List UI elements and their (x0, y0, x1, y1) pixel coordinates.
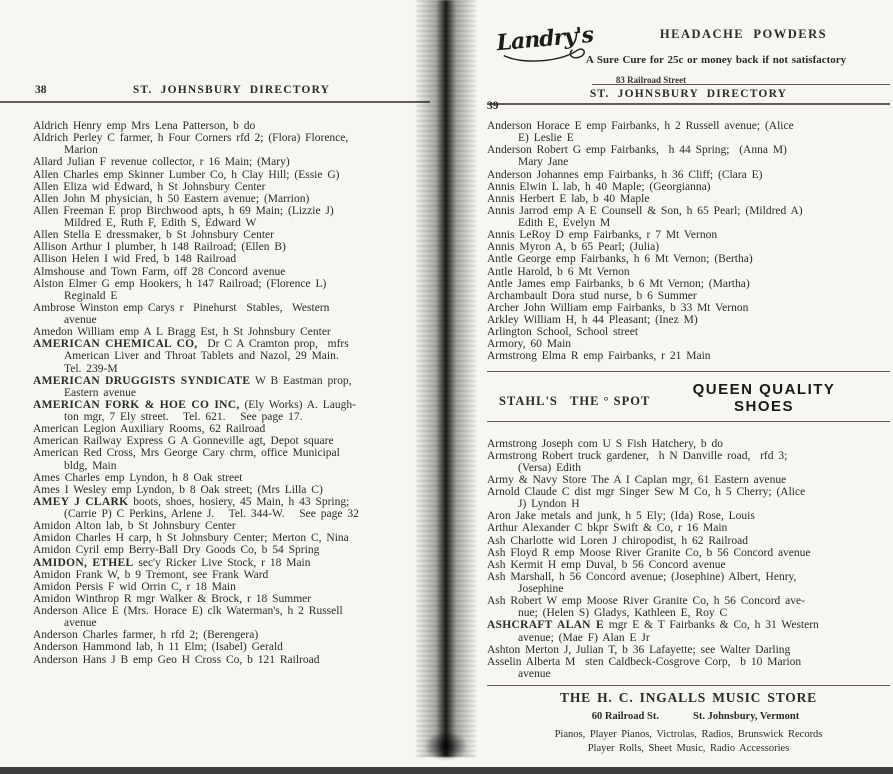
page-39-header (487, 88, 890, 112)
directory-entry-line: Ash Robert W emp Moose River Granite Co, h 56 Concord ave- (487, 595, 805, 608)
page-number: 38 (35, 84, 47, 96)
directory-entry-line: ASHCRAFT ALAN E mgr E & T Fairbanks & Co, h 31 Western (487, 619, 819, 632)
directory-entry-line: Arkley William H, h 44 Pleasant; (Inez M) (487, 314, 698, 326)
directory-entry-line: (Carrie P) C Perkins, Arlene J. Tel. 344-W. See page 32 (64, 508, 359, 520)
directory-entry-line: Ash Floyd R emp Moose River Granite Co, b 56 Concord avenue (487, 546, 811, 559)
scan-edge-bar (0, 767, 893, 774)
ingalls-ad (487, 690, 890, 754)
directory-entry-line: nue; (Helen S) Gladys, Kathleen E, Roy C (518, 607, 728, 620)
running-title: ST. JOHNSBURY DIRECTORY (132, 84, 331, 96)
directory-entry-line: Josephine (518, 583, 564, 595)
directory-entry-line: Anderson Horace E emp Fairbanks, h 2 Russell avenue; (Alice (487, 120, 794, 132)
landrys-logo-text: Landry's (495, 21, 594, 57)
directory-entry-line: (Versa) Edith (518, 461, 581, 474)
directory-entry-line: Armstrong Elma R emp Fairbanks, r 21 Main (487, 350, 711, 363)
directory-entry-line: Allen Freeman E prop Birchwood apts, h 69 Main; (Lizzie J) (33, 204, 334, 217)
queen-quality-text (664, 381, 864, 415)
directory-entries-left (33, 120, 430, 666)
directory-entry-line: Ash Marshall, h 56 Concord avenue; (Josephine) Albert, Henry, (487, 570, 797, 583)
directory-entry-line: AMIDON, ETHEL sec'y Ricker Live Stock, r 18 Main (33, 556, 311, 569)
directory-entry-line: Amidon Winthrop R mgr Walker & Brock, r 18 Summer (33, 592, 312, 605)
directory-entry-line: Allen Stella E dressmaker, b St Johnsbury Center (33, 229, 274, 242)
directory-entry-line: Annis Myron A, b 65 Pearl; (Julia) (487, 241, 660, 254)
directory-entry-line: Arnold Claude C dist mgr Singer Sew M Co, h 5 Cherry; (Alice (487, 486, 806, 498)
directory-entry-line: Amidon Cyril emp Berry-Ball Dry Goods Co, b 54 Spring (33, 544, 320, 557)
directory-entry-line: Armstrong Joseph com U S Fish Hatchery, b do (487, 437, 723, 450)
directory-entry-line: Amidon Charles H carp, h St Johnsbury Center; Merton C, Nina (33, 532, 349, 545)
directory-entry-line: J) Lyndon H (518, 498, 580, 511)
directory-entry-line: Tel. 239-M (64, 362, 118, 375)
directory-entry-line: Amidon Persis F wid Orrin C, r 18 Main (33, 580, 236, 593)
directory-entry-line: Allen Charles emp Skinner Lumber Co, h Clay Hill; (Essie G) (33, 168, 340, 181)
directory-entry-line: Ambrose Winston emp Carys r Pinehurst Stables, Western (33, 301, 330, 314)
directory-entry-line: Anderson Alice E (Mrs. Horace E) clk Waterman's, h 2 Russell (33, 605, 343, 617)
ad-address: 83 Railroad Street (615, 75, 687, 85)
directory-entry-line: Annis Elwin L lab, h 40 Maple; (Georgianna) (487, 180, 711, 193)
directory-entry-line: Antle Harold, b 6 Mt Vernon (487, 265, 630, 278)
directory-entry-line: Anderson Robert G emp Fairbanks, h 44 Spring; (Anna M) (487, 144, 787, 157)
ingalls-street: 60 Railroad St. (591, 711, 659, 722)
directory-entry-line: Armory, 60 Main (487, 338, 572, 351)
directory-entry-line: E) Leslie E (518, 132, 574, 145)
mid-ad-top-rule (487, 371, 890, 372)
directory-entry-line: Amedon William emp A L Bragg Est, h St Johnsbury Center (33, 326, 331, 339)
stahls-ad (487, 379, 890, 421)
directory-entry-line: Ames Charles emp Lyndon, h 8 Oak street (33, 471, 243, 484)
directory-entry-line: Allen Eliza wid Edward, h St Johnsbury Center (33, 180, 266, 193)
directory-entry-line: Reginald E (64, 289, 118, 302)
directory-entry-line: Ash Charlotte wid Loren J chiropodist, h 62 Railroad (487, 534, 748, 547)
directory-entry-line: Mary Jane (518, 156, 569, 169)
directory-entry-line: American Liver and Throat Tablets and Nazol, 29 Main. (64, 350, 339, 363)
ingalls-title: THE H. C. INGALLS MUSIC STORE (560, 690, 817, 705)
directory-entry-line: Allard Julian F revenue collector, r 16 Main; (Mary) (33, 156, 290, 169)
directory-entry-line: Armstrong Robert truck gardener, h N Danville road, rfd 3; (487, 449, 788, 462)
directory-entry-line: avenue (518, 667, 551, 680)
directory-entry-line: Archambault Dora stud nurse, b 6 Summer (487, 289, 697, 302)
directory-entry-line: Anderson Johannes emp Fairbanks, h 36 Cliff; (Clara E) (487, 168, 763, 181)
directory-entry-line: Annis LeRoy D emp Fairbanks, r 7 Mt Vernon (487, 229, 718, 242)
directory-entry-line: Mildred E, Ruth F, Edith S, Edward W (64, 217, 257, 229)
directory-entry-line: Amidon Alton lab, b St Johnsbury Center (33, 520, 236, 533)
bottom-ad-rule (487, 685, 890, 686)
header-rule (0, 101, 430, 103)
directory-entry-line: ton mgr, 7 Ely street. Tel. 621. See page 17. (64, 411, 303, 423)
directory-entry-line: AMERICAN CHEMICAL CO, Dr C A Cramton prop, mfrs (33, 338, 349, 351)
directory-entry-line: Anderson Hans J B emp Geo H Cross Co, b 121 Railroad (33, 653, 320, 666)
page-38 (33, 84, 430, 666)
directory-entry-line: Annis Jarrod emp A E Counsell & Son, h 65 Pearl; (Mildred A) (487, 204, 803, 217)
directory-entry-line: Allison Arthur I plumber, h 148 Railroad; (Ellen B) (33, 241, 286, 254)
directory-entry-line: Allison Helen I wid Fred, b 148 Railroad (33, 253, 237, 266)
directory-entries-right-top (487, 120, 890, 363)
directory-entry-line: Eastern avenue (64, 386, 136, 399)
directory-entry-line: avenue (64, 617, 97, 630)
directory-entry-line: avenue (64, 314, 97, 326)
directory-entry-line: Anderson Hammond lab, h 11 Elm; (Isabel) Gerald (33, 641, 283, 654)
directory-entry-line: avenue; (Mae F) Alan E Jr (518, 631, 650, 644)
directory-entry-line: Alston Elmer G emp Hookers, h 147 Railroad; (Florence L) (33, 277, 327, 290)
stahls-text: STAHL'S THE ° SPOT (499, 393, 651, 408)
mid-ad-bottom-rule (487, 421, 890, 422)
directory-entry-line: Annis Herbert E lab, b 40 Maple (487, 192, 650, 205)
directory-entry-line: AMEY J CLARK boots, shoes, hosiery, 45 Main, h 43 Spring; (33, 495, 350, 508)
directory-entry-line: American Legion Auxiliary Rooms, 62 Railroad (33, 423, 266, 436)
directory-entry-line: AMERICAN DRUGGISTS SYNDICATE W B Eastman prop, (33, 374, 352, 387)
book-gutter-shadow (416, 0, 476, 757)
directory-entry-line: Almshouse and Town Farm, off 28 Concord avenue (33, 265, 286, 278)
directory-entry-line: AMERICAN FORK & HOE CO INC, (Ely Works) A. Laugh- (33, 398, 356, 411)
directory-entry-line: Arlington School, School street (487, 326, 639, 339)
ingalls-city: St. Johnsbury, Vermont (693, 711, 800, 722)
ingalls-address-row (487, 711, 890, 722)
directory-entry-line: bldg, Main (64, 459, 117, 472)
running-title: ST. JOHNSBURY DIRECTORY (589, 88, 788, 100)
ingalls-goods-line1: Pianos, Player Pianos, Victrolas, Radios, Brunswick Records (554, 729, 823, 740)
directory-entry-line: Asselin Alberta M sten Caldbeck-Cosgrove Corp, b 10 Marion (487, 655, 802, 668)
directory-entry-line: Archer John William emp Fairbanks, b 33 Mt Vernon (487, 301, 749, 314)
queen-quality-line2: SHOES (733, 397, 794, 415)
directory-entry-line: Ames I Wesley emp Lyndon, b 8 Oak street; (Mrs Lilla C) (33, 483, 323, 496)
directory-entry-line: Arthur Alexander C bkpr Swift & Co, r 16 Main (487, 522, 728, 535)
directory-entries-right-bottom (487, 438, 890, 681)
directory-entry-line: Aldrich Perley C farmer, h Four Corners rfd 2; (Flora) Florence, (33, 132, 349, 145)
directory-entry-line: Ash Kermit H emp Duval, b 56 Concord avenue (487, 558, 726, 571)
landrys-ad (487, 18, 890, 84)
directory-entry-line: Army & Navy Store The A I Caplan mgr, 61 Eastern avenue (487, 473, 787, 486)
ad-subline: A Sure Cure for 25c or money back if not satisfactory (585, 54, 847, 66)
ad-headline: HEADACHE POWDERS (659, 27, 828, 41)
directory-entry-line: Allen John M physician, h 50 Eastern avenue; (Marrion) (33, 192, 310, 205)
ingalls-goods-line2: Player Rolls, Sheet Music, Radio Accessories (587, 743, 790, 754)
directory-entry-line: Anderson Charles farmer, h rfd 2; (Berengera) (33, 629, 259, 642)
page-38-header (33, 84, 430, 99)
directory-entry-line: Aldrich Henry emp Mrs Lena Patterson, b do (33, 120, 256, 132)
page-39 (487, 18, 890, 754)
directory-entry-line: Edith E, Evelyn M (518, 217, 611, 229)
directory-entry-line: Aron Jake metals and junk, h 5 Ely; (Ida) Rose, Louis (487, 510, 755, 523)
directory-entry-line: Antle James emp Fairbanks, b 6 Mt Vernon; (Martha) (487, 277, 750, 290)
directory-entry-line: Ashton Merton J, Julian T, b 36 Lafayette; see Walter Darling (487, 643, 791, 656)
directory-entry-line: American Railway Express G A Gonneville agt, Depot square (33, 435, 334, 448)
directory-entry-line: Antle George emp Fairbanks, h 6 Mt Vernon; (Bertha) (487, 253, 753, 266)
page-number: 39 (487, 100, 499, 112)
directory-entry-line: Amidon Frank W, b 9 Tremont, see Frank Ward (33, 568, 269, 581)
queen-quality-line1: QUEEN QUALITY (692, 380, 836, 398)
directory-entry-line: American Red Cross, Mrs George Cary chrm, office Municipal (33, 447, 340, 460)
directory-entry-line: Marion (64, 144, 98, 157)
